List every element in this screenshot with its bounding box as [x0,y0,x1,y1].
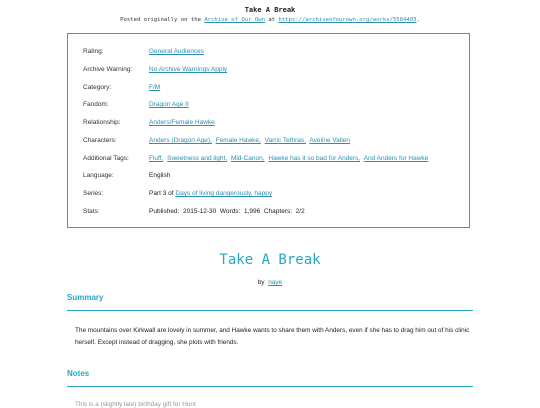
notes-heading: Notes [67,369,90,378]
tag-link[interactable]: Mid-Canon, [230,155,265,162]
meta-label: Characters: [83,137,117,144]
character-link[interactable]: Female Hawke, [215,137,261,144]
published-label: Published: [149,208,180,215]
archive-link[interactable]: Archive of Our Own [204,17,265,23]
metadata-box [67,33,470,228]
character-link[interactable]: Aveline Vallen [309,137,351,144]
notes-text: This is a (slightly late) birthday gift for Hunt [75,401,196,408]
work-url-link[interactable]: https://archiveofourown.org/works/5584403 [278,17,417,23]
character-link[interactable]: Anders (Dragon Age), [149,137,212,144]
meta-label: Language: [83,172,114,179]
meta-label: Series: [83,190,104,197]
series-prefix: Part 3 of [149,190,174,197]
meta-label: Relationship: [83,119,121,126]
fandom-link[interactable]: Dragon Age II [149,101,189,108]
notes-divider [67,386,473,387]
tag-link[interactable]: And Anders for Hawke [363,155,429,162]
relationship-link[interactable]: Anders/Female Hawke [149,119,215,126]
language-value: English [149,172,171,179]
author-link[interactable]: naye [268,279,283,286]
meta-label: Category: [83,84,112,91]
summary-heading: Summary [67,293,104,302]
published-value: 2015-12-30 [182,208,217,215]
meta-label: Archive Warning: [83,66,133,73]
summary-divider [67,310,473,311]
tag-link[interactable]: Fluff, [149,155,164,162]
chapters-label: Chapters: [263,208,293,215]
summary-text: The mountains over Kirkwall are lovely in summer, and Hawke wants to share them with Anders, even if she has to drag him out of his clinic herself. Except instead of dragging, she plots with friends. [75,327,470,346]
meta-label: Fandom: [83,101,109,108]
meta-label: Additional Tags: [83,155,129,162]
by-label: by [257,279,265,286]
words-value: 1,996 [243,208,261,215]
category-link[interactable]: F/M [149,84,161,91]
tag-link[interactable]: Sweetness and light, [167,155,228,162]
meta-label: Stats: [83,208,100,215]
meta-label: Rating: [83,48,104,55]
posted-at: at [268,17,276,23]
tag-link[interactable]: Hawke has it so bad for Anders, [268,155,361,162]
rating-link[interactable]: General Audiences [149,48,204,55]
warning-link[interactable]: No Archive Warnings Apply [149,66,228,73]
posted-line [0,17,540,23]
words-label: Words: [219,208,241,215]
work-title: Take A Break [219,252,321,268]
page-title: Take A Break [244,6,296,14]
chapters-value: 2/2 [295,208,305,215]
byline [0,279,540,286]
posted-suffix: . [416,17,420,23]
posted-prefix: Posted originally on the [120,17,201,23]
series-link[interactable]: Days of living dangerously, happy [175,190,273,197]
character-link[interactable]: Varric Tethras, [264,137,306,144]
